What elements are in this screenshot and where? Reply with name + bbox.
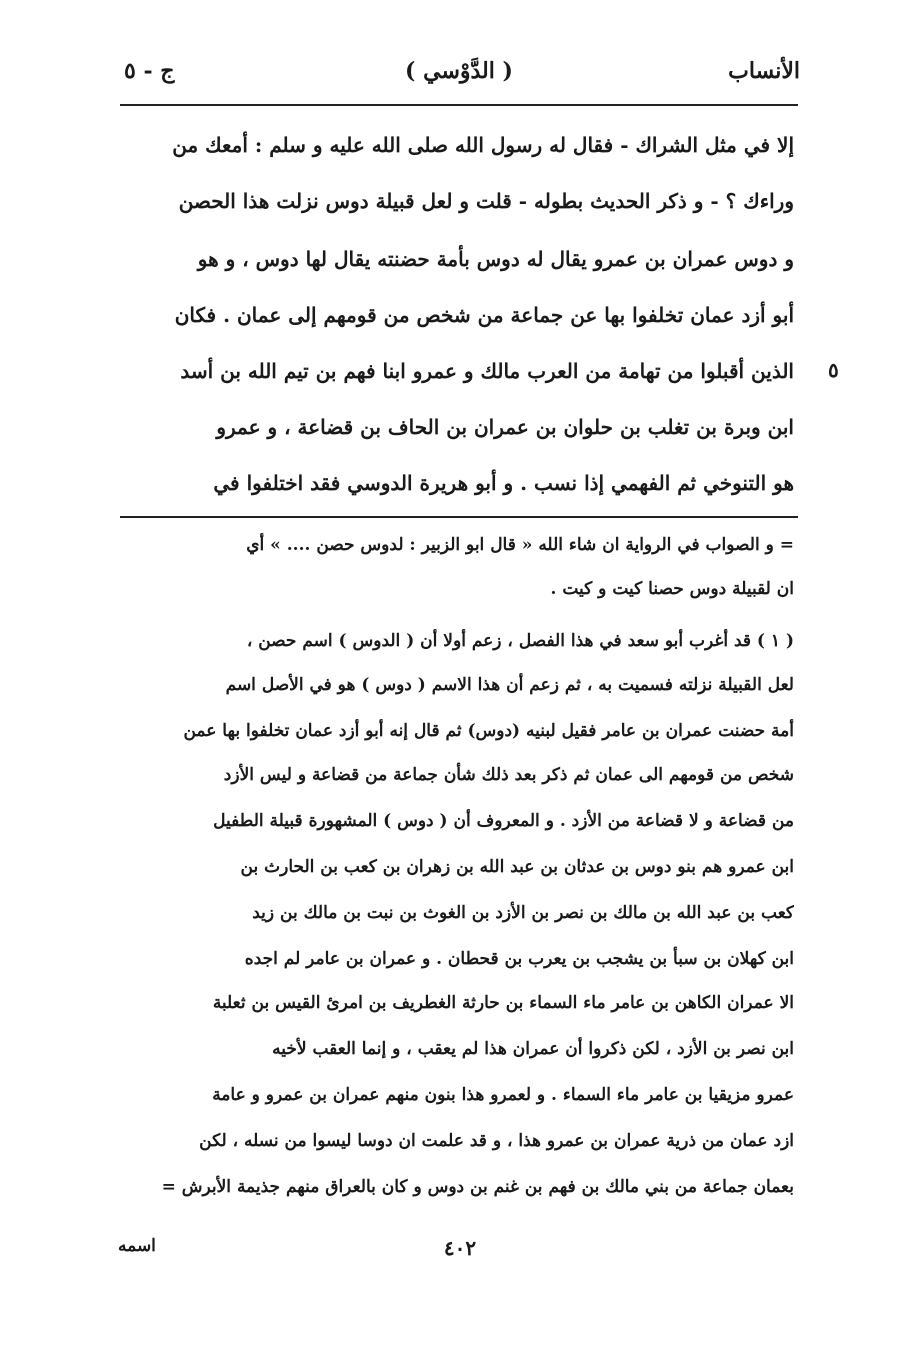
footnote-line: ( ١ ) قد أغرب أبو سعد في هذا الفصل ، زعم أولا أن ( الدوس ) اسم حصن ، [246,631,794,651]
footnote-line: بعمان جماعة من بني مالك بن فهم بن غنم بن دوس و كان بالعراق منهم جذيمة الأبرش = [161,1177,794,1197]
running-header [118,52,800,96]
footnote-line: = و الصواب في الرواية ان شاء الله « قال ابو الزبير : لدوس حصن .... » أي [246,535,794,555]
header-entry-title: ( الدَّوْسي ) [405,58,513,84]
footnote-line: ان لقبيلة دوس حصنا كيت و كيت . [550,579,794,599]
main-line: الذين أقبلوا من تهامة من العرب مالك و عمرو ابنا فهم بن تيم الله بن أسد [180,359,794,383]
footnote-line: عمرو مزيقيا بن عامر ماء السماء . و لعمرو هذا بنون منهم عمران بن عمرو و عامة [212,1085,794,1105]
main-line: وراءك ؟ - و ذكر الحديث بطوله - قلت و لعل قبيلة دوس نزلت هذا الحصن [178,189,794,213]
main-line: أبو أزد عمان تخلفوا بها عن جماعة من شخص من قومهم إلى عمان . فكان [174,303,794,327]
footnote-line: أمة حضنت عمران بن عامر فقيل لبنيه (دوس) ثم قال إنه أبو أزد عمان تخلفوا بها عمن [183,721,794,741]
margin-line-number: ٥ [828,358,839,382]
page-number: ٤٠٢ [443,1236,477,1260]
catchword: اسمه [118,1236,156,1256]
footnote-line: ابن عمرو هم بنو دوس بن عدثان بن عبد الله بن زهران بن كعب بن الحارث بن [240,857,794,877]
footnote-line: ازد عمان من ذرية عمران بن عمرو هذا ، و قد علمت ان دوسا ليسوا من نسله ، لكن [199,1131,794,1151]
header-volume: ج - ٥ [124,58,175,84]
main-line: ابن وبرة بن تغلب بن حلوان بن عمران بن الحاف بن قضاعة ، و عمرو [216,415,794,439]
footnote-line: لعل القبيلة نزلته فسميت به ، ثم زعم أن هذا الاسم ( دوس ) هو في الأصل اسم [225,675,794,695]
footnote-line: شخص من قومهم الى عمان ثم ذكر بعد ذلك شأن جماعة من قضاعة و ليس الأزد [223,765,794,785]
main-line: إلا في مثل الشراك - فقال له رسول الله صلى الله عليه و سلم : أمعك من [172,133,794,157]
footnote-line: ابن نصر بن الأزد ، لكن ذكروا أن عمران هذا لم يعقب ، و إنما العقب لأخيه [272,1039,794,1059]
main-line: و دوس عمران بن عمرو يقال له دوس بأمة حضنته يقال لها دوس ، و هو [197,247,794,271]
header-rule [120,104,798,106]
footnote-line: الا عمران الكاهن بن عامر ماء السماء بن حارثة الغطريف بن امرئ القيس بن ثعلبة [212,993,794,1013]
footnote-line: من قضاعة و لا قضاعة من الأزد . و المعروف أن ( دوس ) المشهورة قبيلة الطفيل [213,811,794,831]
footnote-rule [120,516,798,518]
main-line: هو التنوخي ثم الفهمي إذا نسب . و أبو هريرة الدوسي فقد اختلفوا في [213,471,794,495]
footnote-line: ابن كهلان بن سبأ بن يشجب بن يعرب بن قحطان . و عمران بن عامر لم اجده [244,949,794,969]
header-book-title: الأنساب [728,58,800,84]
footnote-line: كعب بن عبد الله بن مالك بن نصر بن الأزد بن الغوث بن نبت بن مالك بن زيد [252,903,794,923]
